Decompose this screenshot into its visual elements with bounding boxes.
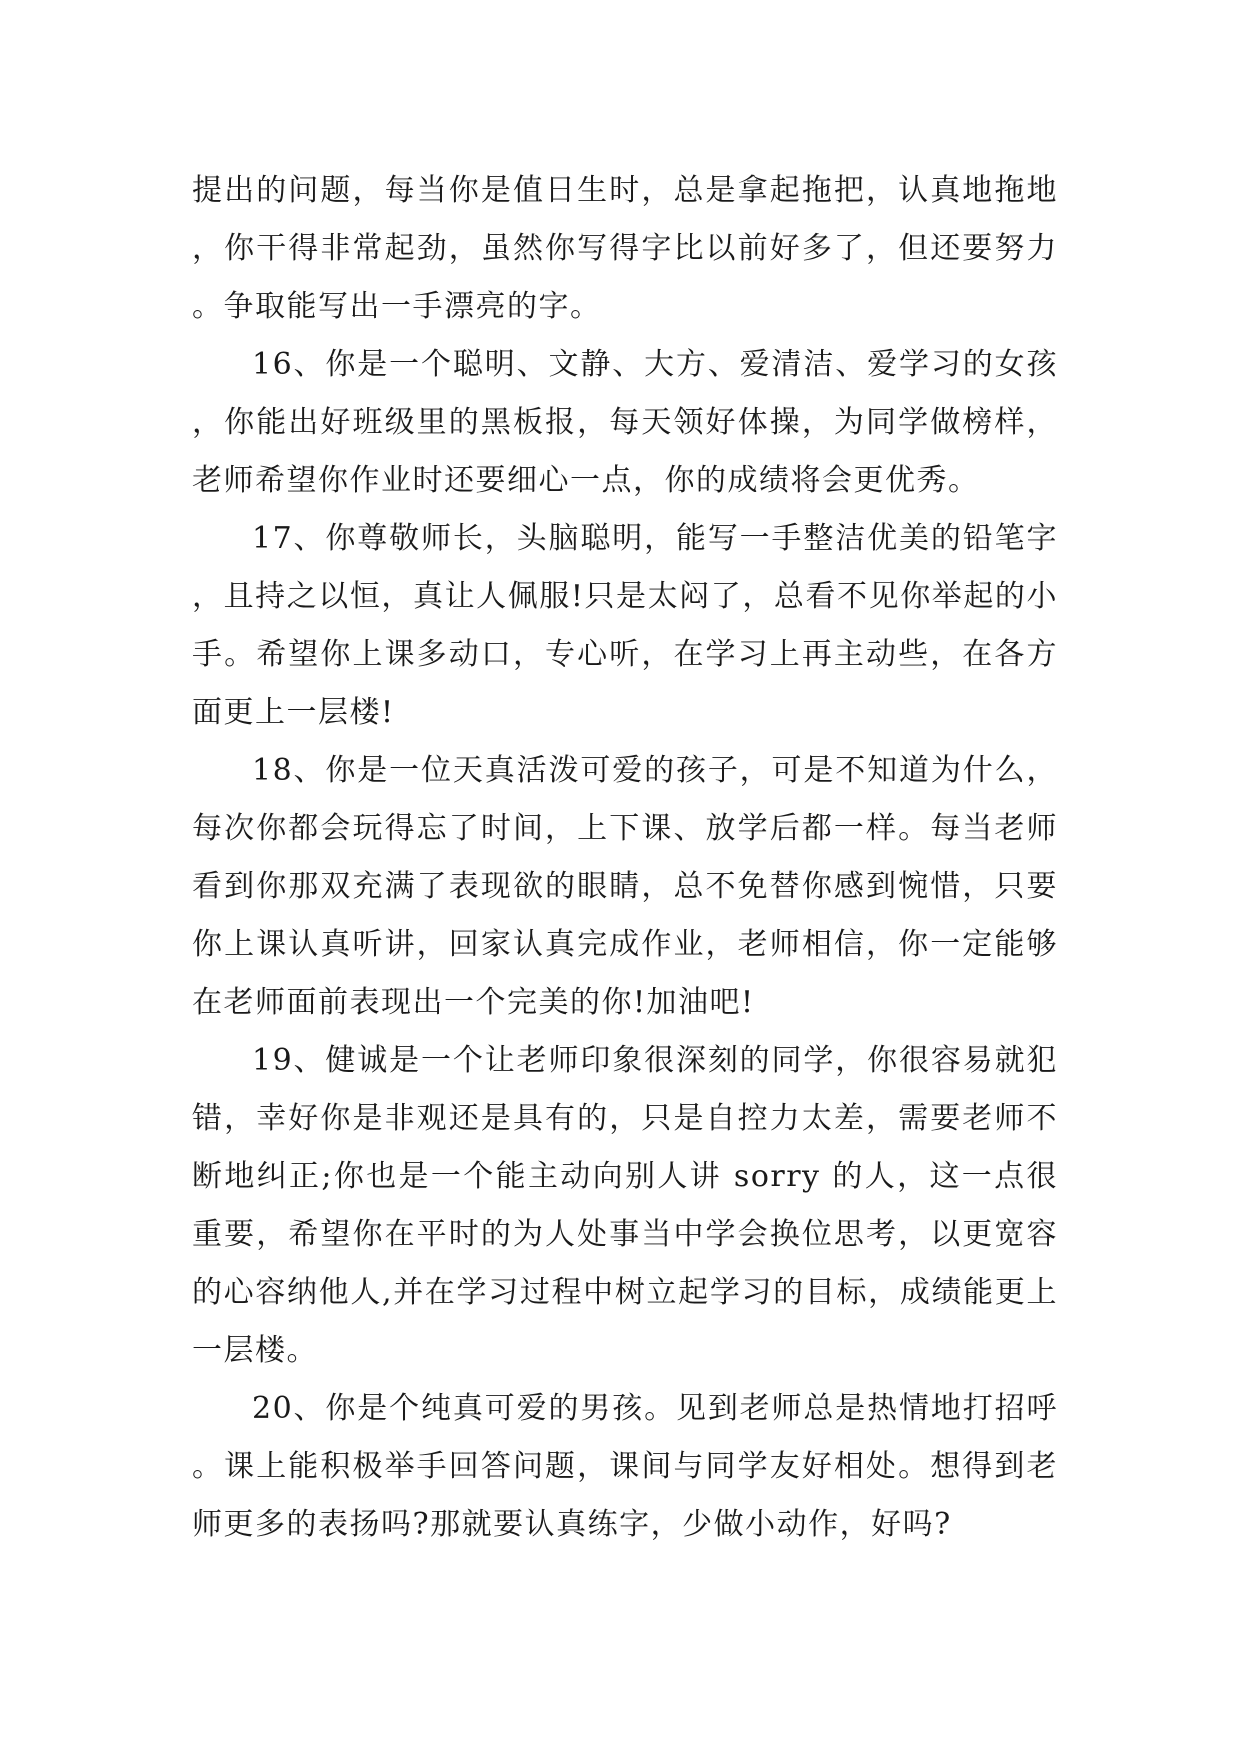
paragraph-comment-17: 17、你尊敬师长，头脑聪明，能写一手整洁优美的铅笔字，且持之以恒，真让人佩服!只是太闷了，总看不见你举起的小手。希望你上课多动口，专心听，在学习上再主动些，在各方面更上一层楼! (192, 521, 1058, 730)
document-body (192, 162, 1058, 1554)
paragraph-comment-18: 18、你是一位天真活泼可爱的孩子，可是不知道为什么，每次你都会玩得忘了时间，上下课、放学后都一样。每当老师看到你那双充满了表现欲的眼睛，总不免替你感到惋惜，只要你上课认真听讲，回家认真完成作业，老师相信，你一定能够在老师面前表现出一个完美的你!加油吧! (192, 753, 1058, 1020)
paragraph-comment-16: 16、你是一个聪明、文静、大方、爱清洁、爱学习的女孩，你能出好班级里的黑板报，每天领好体操，为同学做榜样，老师希望你作业时还要细心一点，你的成绩将会更优秀。 (192, 347, 1058, 498)
paragraph-comment-20: 20、你是个纯真可爱的男孩。见到老师总是热情地打招呼。课上能积极举手回答问题，课间与同学友好相处。想得到老师更多的表扬吗?那就要认真练字，少做小动作，好吗? (192, 1391, 1058, 1542)
paragraph-comment-19: 19、健诚是一个让老师印象很深刻的同学，你很容易就犯错，幸好你是非观还是具有的，只是自控力太差，需要老师不断地纠正;你也是一个能主动向别人讲 sorry 的人，这一点很重要，希望你在平时的为人处事当中学会换位思考，以更宽容的心容纳他人,并在学习过程中树立起学习的目标，成绩能更上一层楼。 (192, 1043, 1058, 1368)
paragraph-continued: 提出的问题，每当你是值日生时，总是拿起拖把，认真地拖地，你干得非常起劲，虽然你写得字比以前好多了，但还要努力。争取能写出一手漂亮的字。 (192, 173, 1058, 324)
